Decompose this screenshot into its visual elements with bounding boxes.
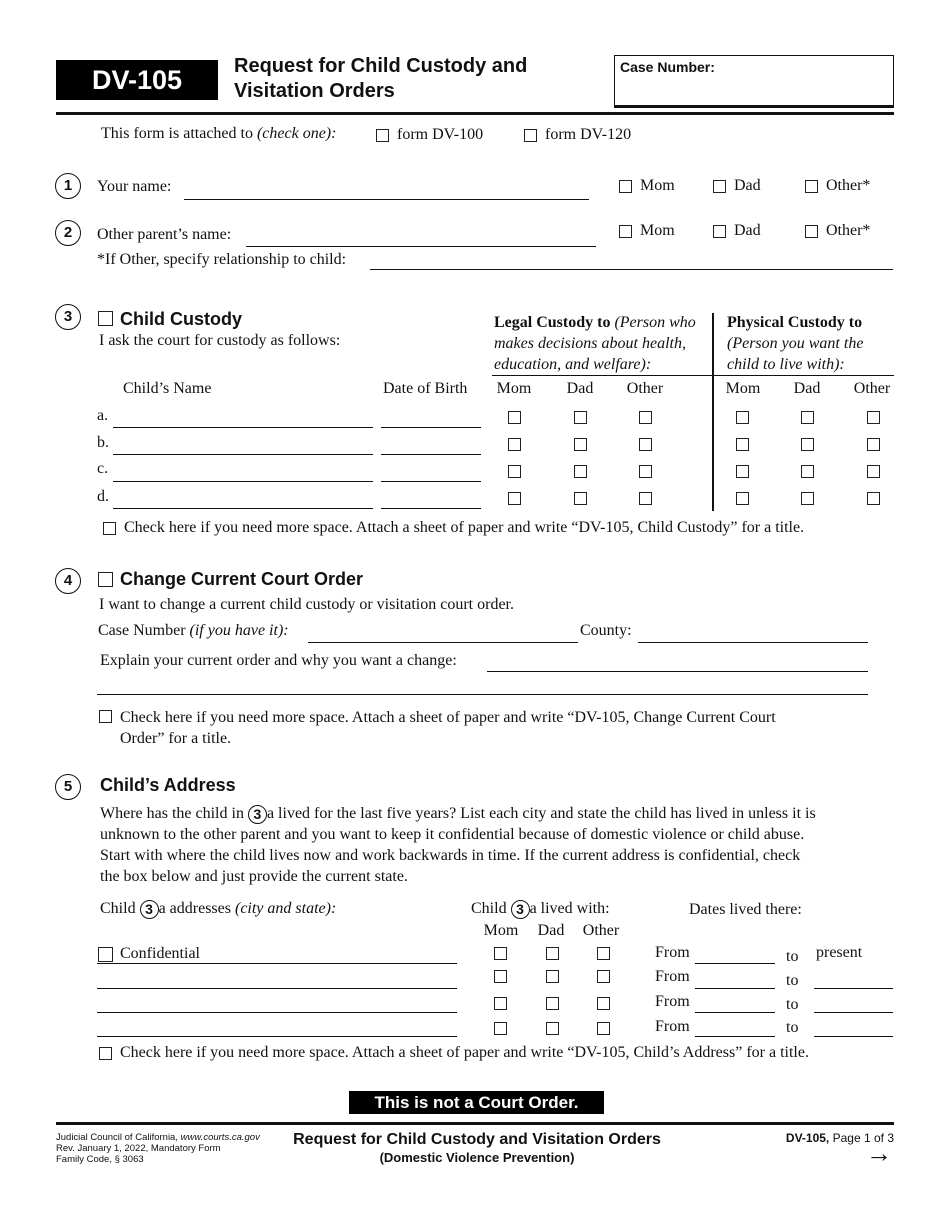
your-name-dad-checkbox[interactable] xyxy=(713,180,726,193)
header-rule xyxy=(56,112,894,115)
physical-mom-checkbox[interactable] xyxy=(736,465,749,478)
address-field[interactable] xyxy=(97,988,457,989)
your-name-other-checkbox[interactable] xyxy=(805,180,818,193)
confidential-checkbox[interactable] xyxy=(98,947,113,962)
other-parent-mom-label: Mom xyxy=(640,222,675,239)
form-dv100-label: form DV-100 xyxy=(397,126,484,143)
col-physical-dad: Dad xyxy=(793,380,821,397)
footer-title: Request for Child Custody and Visitation Orders (Domestic Violence Prevention) xyxy=(293,1131,661,1165)
lived-with-mom-checkbox[interactable] xyxy=(494,947,507,960)
legal-mom-checkbox[interactable] xyxy=(508,411,521,424)
county-label: County: xyxy=(580,622,632,639)
relationship-field[interactable] xyxy=(370,269,893,270)
lived-with-dad-checkbox[interactable] xyxy=(546,1022,559,1035)
lived-with-dad-checkbox[interactable] xyxy=(546,947,559,960)
change-order-title: Change Current Court Order xyxy=(120,569,364,589)
form-dv120-label: form DV-120 xyxy=(545,126,632,143)
item-2-number: 2 xyxy=(55,220,81,246)
lived-with-mom-checkbox[interactable] xyxy=(494,1022,507,1035)
footer-left xyxy=(56,1132,260,1165)
child-custody-checkbox[interactable] xyxy=(98,311,113,326)
to-label: to xyxy=(786,972,799,989)
to-date-field[interactable] xyxy=(814,1012,893,1013)
other-parent-name-field[interactable] xyxy=(246,246,596,247)
physical-other-checkbox[interactable] xyxy=(867,411,880,424)
child-custody-title: Child Custody xyxy=(120,309,242,329)
child-row-letter: b. xyxy=(97,434,109,451)
from-label: From xyxy=(655,1018,690,1035)
legal-other-checkbox[interactable] xyxy=(639,438,652,451)
physical-dad-checkbox[interactable] xyxy=(801,411,814,424)
present-label: present xyxy=(816,944,863,961)
case-number-field-label: Case Number (if you have it): xyxy=(98,622,289,639)
physical-other-checkbox[interactable] xyxy=(867,492,880,505)
from-label: From xyxy=(655,944,690,961)
your-name-dad-label: Dad xyxy=(734,177,761,194)
case-number-box[interactable] xyxy=(614,55,894,108)
item-3-number: 3 xyxy=(55,304,81,330)
lived-with-mom-checkbox[interactable] xyxy=(494,997,507,1010)
physical-mom-checkbox[interactable] xyxy=(736,411,749,424)
to-date-field[interactable] xyxy=(814,1036,893,1037)
custody-divider-vertical xyxy=(712,313,714,511)
legal-dad-checkbox[interactable] xyxy=(574,492,587,505)
form-title-line2: Visitation Orders xyxy=(234,80,395,102)
form-title xyxy=(234,54,527,104)
dates-lived-label: Dates lived there: xyxy=(689,901,802,918)
explain-label: Explain your current order and why you want a change: xyxy=(100,652,457,669)
from-date-field[interactable] xyxy=(695,963,775,964)
custody-more-space-checkbox[interactable] xyxy=(103,522,116,535)
child-name-field[interactable] xyxy=(113,481,373,482)
item-1-number: 1 xyxy=(55,173,81,199)
explain-field-line2[interactable] xyxy=(97,694,868,695)
change-order-more-space-text: Check here if you need more space. Attach a sheet of paper and write “DV-105, Change Current Court Order” for a title. xyxy=(120,709,776,747)
footer-rev: Rev. January 1, 2022, Mandatory Form xyxy=(56,1143,221,1154)
your-name-other-label: Other* xyxy=(826,177,871,194)
lived-with-label: Child 3 a lived with: xyxy=(471,900,610,918)
item-5-number: 5 xyxy=(55,774,81,800)
legal-dad-checkbox[interactable] xyxy=(574,411,587,424)
form-title-line1: Request for Child Custody and xyxy=(234,55,528,77)
legal-custody-heading: Legal Custody to (Person who makes decisions about health, education, and welfare): xyxy=(494,314,696,373)
your-name-mom-checkbox[interactable] xyxy=(619,180,632,193)
child-dob-field[interactable] xyxy=(381,481,481,482)
col-legal-other: Other xyxy=(626,380,664,397)
your-name-label: Your name: xyxy=(97,178,172,195)
prior-case-number-field[interactable] xyxy=(308,642,578,643)
change-order-intro: I want to change a current child custody or visitation court order. xyxy=(99,596,514,613)
other-parent-dad-label: Dad xyxy=(734,222,761,239)
address-field[interactable] xyxy=(97,1012,457,1013)
address-field[interactable] xyxy=(97,1036,457,1037)
other-parent-other-checkbox[interactable] xyxy=(805,225,818,238)
address-field[interactable] xyxy=(97,963,457,964)
lived-with-other-checkbox[interactable] xyxy=(597,970,610,983)
item-3-ref-badge: 3 xyxy=(248,805,267,824)
change-order-checkbox[interactable] xyxy=(98,572,113,587)
to-label: to xyxy=(786,996,799,1013)
to-label: to xyxy=(786,1019,799,1036)
legal-other-checkbox[interactable] xyxy=(639,465,652,478)
legal-other-checkbox[interactable] xyxy=(639,492,652,505)
col-physical-other: Other xyxy=(853,380,891,397)
physical-dad-checkbox[interactable] xyxy=(801,465,814,478)
physical-dad-checkbox[interactable] xyxy=(801,438,814,451)
footer-rule xyxy=(56,1122,894,1125)
physical-other-checkbox[interactable] xyxy=(867,465,880,478)
physical-dad-checkbox[interactable] xyxy=(801,492,814,505)
legal-mom-checkbox[interactable] xyxy=(508,465,521,478)
physical-custody-heading: Physical Custody to (Person you want the child to live with): xyxy=(727,314,864,373)
col-addr-other: Other xyxy=(582,922,620,939)
childs-address-title: Child’s Address xyxy=(100,775,236,795)
child-row-letter: a. xyxy=(97,407,109,424)
legal-dad-checkbox[interactable] xyxy=(574,465,587,478)
child-row-letter: c. xyxy=(97,460,109,477)
case-number-label: Case Number: xyxy=(620,59,715,75)
child-dob-field[interactable] xyxy=(381,427,481,428)
form-code-badge: DV-105 xyxy=(56,60,218,100)
your-name-mom-label: Mom xyxy=(640,177,675,194)
child-name-field[interactable] xyxy=(113,454,373,455)
form-dv100-checkbox[interactable] xyxy=(376,129,389,142)
from-date-field[interactable] xyxy=(695,1036,775,1037)
child-dob-field[interactable] xyxy=(381,508,481,509)
custody-more-space-text: Check here if you need more space. Attach a sheet of paper and write “DV-105, Child Custody” for a title. xyxy=(124,519,805,536)
legal-mom-checkbox[interactable] xyxy=(508,438,521,451)
col-addr-mom: Mom xyxy=(483,922,519,939)
legal-dad-checkbox[interactable] xyxy=(574,438,587,451)
childs-address-paragraph: Where has the child in 3 a lived for the last five years? List each city and state the child has lived in unless it is unknown to the other parent and you want to keep it confidential because of domestic violence or child abuse. Start with where the child lives now and work backwards in time. If the current address is confidential, check the box below and just provide the current state. xyxy=(100,805,816,885)
footer-url[interactable]: www.courts.ca.gov xyxy=(180,1132,260,1143)
other-parent-other-label: Other* xyxy=(826,222,871,239)
physical-mom-checkbox[interactable] xyxy=(736,492,749,505)
your-name-field[interactable] xyxy=(184,199,589,200)
change-order-more-space-checkbox[interactable] xyxy=(99,710,112,723)
address-more-space-checkbox[interactable] xyxy=(99,1047,112,1060)
lived-with-other-checkbox[interactable] xyxy=(597,1022,610,1035)
item-3-ref-badge: 3 xyxy=(511,900,530,919)
child-name-field[interactable] xyxy=(113,508,373,509)
address-more-space-text: Check here if you need more space. Attach a sheet of paper and write “DV-105, Child’s Address” for a title. xyxy=(120,1044,809,1061)
child-dob-field[interactable] xyxy=(381,454,481,455)
next-page-arrow-icon: → xyxy=(866,1138,892,1168)
from-date-field[interactable] xyxy=(695,988,775,989)
col-child-name: Child’s Name xyxy=(123,380,212,397)
lived-with-mom-checkbox[interactable] xyxy=(494,970,507,983)
lived-with-dad-checkbox[interactable] xyxy=(546,997,559,1010)
child-name-field[interactable] xyxy=(113,427,373,428)
lived-with-dad-checkbox[interactable] xyxy=(546,970,559,983)
footer-council: Judicial Council of California, xyxy=(56,1132,178,1143)
physical-other-checkbox[interactable] xyxy=(867,438,880,451)
to-label: to xyxy=(786,948,799,965)
relationship-label: *If Other, specify relationship to child: xyxy=(97,251,347,268)
legal-mom-checkbox[interactable] xyxy=(508,492,521,505)
other-parent-dad-checkbox[interactable] xyxy=(713,225,726,238)
child-row-letter: d. xyxy=(97,488,109,505)
legal-other-checkbox[interactable] xyxy=(639,411,652,424)
to-date-field[interactable] xyxy=(814,988,893,989)
form-dv120-checkbox[interactable] xyxy=(524,129,537,142)
county-field[interactable] xyxy=(638,642,868,643)
from-label: From xyxy=(655,993,690,1010)
other-parent-mom-checkbox[interactable] xyxy=(619,225,632,238)
col-legal-dad: Dad xyxy=(566,380,594,397)
item-3-ref-badge: 3 xyxy=(140,900,159,919)
footer-code: Family Code, § 3063 xyxy=(56,1154,144,1165)
col-legal-mom: Mom xyxy=(496,380,532,397)
lived-with-other-checkbox[interactable] xyxy=(597,947,610,960)
child-custody-intro: I ask the court for custody as follows: xyxy=(99,332,341,349)
item-4-number: 4 xyxy=(55,568,81,594)
not-court-order-banner: This is not a Court Order. xyxy=(349,1091,604,1114)
custody-header-rule xyxy=(492,375,894,376)
addresses-column-label: Child 3 a addresses (city and state): xyxy=(100,900,337,918)
footer-page-info: DV-105, Page 1 of 3 xyxy=(785,1131,894,1145)
other-parent-name-label: Other parent’s name: xyxy=(97,226,232,243)
col-addr-dad: Dad xyxy=(537,922,565,939)
physical-mom-checkbox[interactable] xyxy=(736,438,749,451)
from-date-field[interactable] xyxy=(695,1012,775,1013)
lived-with-other-checkbox[interactable] xyxy=(597,997,610,1010)
from-label: From xyxy=(655,968,690,985)
attach-label: This form is attached to (check one): xyxy=(101,125,337,142)
confidential-label: Confidential xyxy=(120,945,200,962)
col-physical-mom: Mom xyxy=(725,380,761,397)
col-date-of-birth: Date of Birth xyxy=(383,380,468,397)
explain-field-line1[interactable] xyxy=(487,671,868,672)
